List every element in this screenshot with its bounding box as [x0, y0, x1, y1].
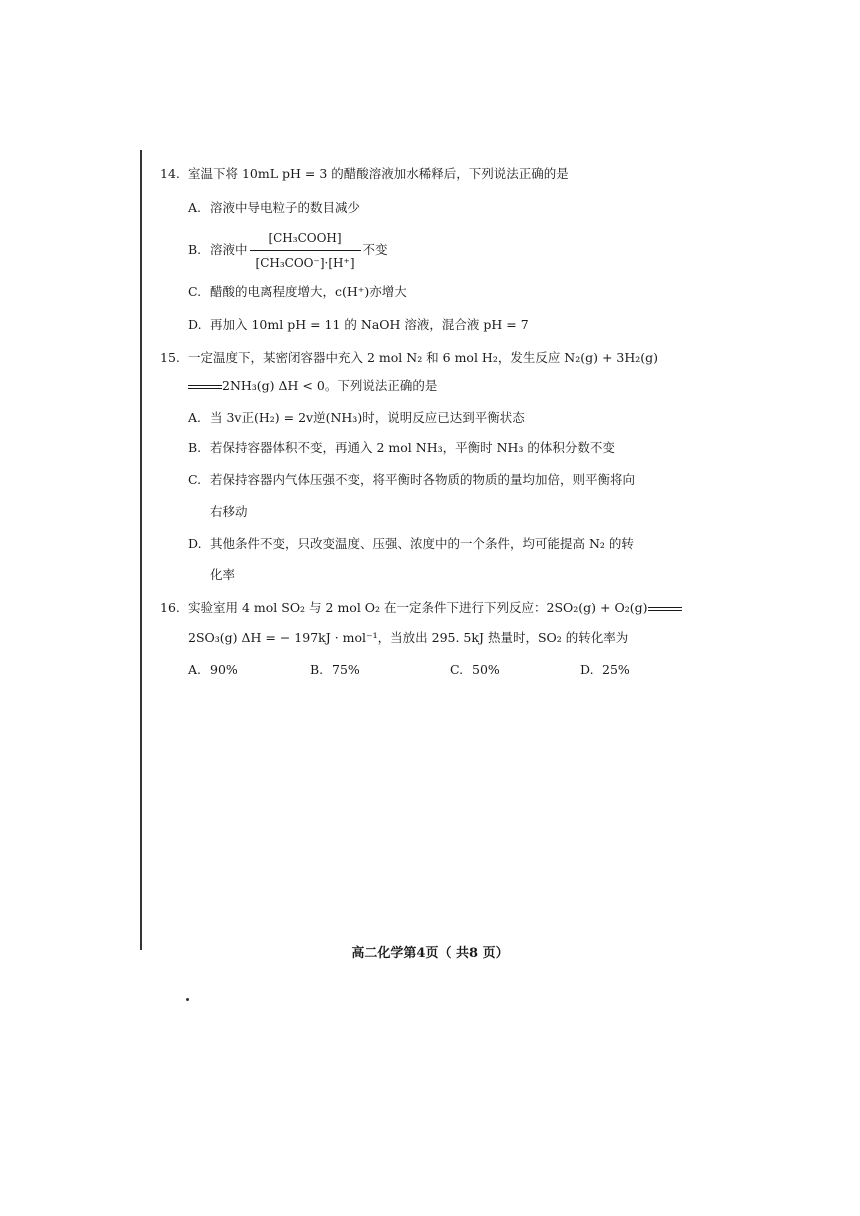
option-label: B. — [310, 662, 324, 677]
option-label: D. — [188, 317, 202, 332]
option-text: 醋酸的电离程度增大，c(H⁺)亦增大 — [210, 284, 407, 299]
option-text: 再加入 10ml pH = 11 的 NaOH 溶液，混合液 pH = 7 — [210, 317, 529, 332]
fraction-numerator: [CH₃COOH] — [250, 228, 361, 251]
q14-option-c — [188, 284, 407, 300]
option-text: 其他条件不变，只改变温度、压强、浓度中的一个条件，均可能提高 N₂ 的转 — [210, 536, 634, 551]
option-label: C. — [188, 284, 202, 299]
option-label: A. — [188, 200, 202, 215]
page-footer: 高二化学第4页（ 共8 页） — [351, 946, 509, 961]
q16-choice-c — [450, 662, 500, 677]
q16-stem-text: 2SO₃(g) ΔH = − 197kJ · mol⁻¹，当放出 295. 5kJ 热量时，SO₂ 的转化率为 — [188, 630, 629, 645]
option-text: 不变 — [362, 242, 388, 257]
q15-option-c — [188, 472, 635, 488]
option-text: 75% — [332, 662, 360, 677]
q15-stem-line2 — [188, 378, 437, 394]
option-text: 50% — [472, 662, 500, 677]
q15-option-b — [188, 440, 615, 456]
binding-margin-line — [140, 150, 142, 950]
option-label: C. — [450, 662, 464, 677]
q16-choice-d — [580, 662, 630, 677]
q15-option-d — [188, 536, 634, 552]
q16-stem-line2 — [188, 630, 628, 646]
q14-option-d — [188, 317, 529, 333]
q15-number: 15. — [160, 350, 180, 365]
option-label: D. — [580, 662, 594, 677]
q16-choice-a — [188, 662, 238, 677]
q16-choice-b — [310, 662, 360, 677]
option-text: 溶液中 — [210, 242, 248, 257]
q14-option-a — [188, 200, 360, 216]
q15-stem-text: 一定温度下，某密闭容器中充入 2 mol N₂ 和 6 mol H₂，发生反应 N₂(g) + 3H₂(g) — [188, 350, 659, 365]
option-label: A. — [188, 662, 202, 677]
q14-number: 14. — [160, 166, 180, 181]
q16-stem-text: 实验室用 4 mol SO₂ 与 2 mol O₂ 在一定条件下进行下列反应：2SO₂(g) + O₂(g) — [188, 600, 648, 615]
option-label: C. — [188, 472, 202, 487]
q14-stem-text: 室温下将 10mL pH = 3 的醋酸溶液加水稀释后，下列说法正确的是 — [188, 166, 569, 181]
q15-option-a — [188, 410, 525, 426]
option-label: A. — [188, 410, 202, 425]
equilibrium-arrow-icon — [648, 605, 682, 613]
q14-option-b — [188, 228, 388, 273]
option-text: 当 3v正(H₂) = 2v逆(NH₃)时，说明反应已达到平衡状态 — [210, 410, 525, 425]
option-text: 25% — [602, 662, 630, 677]
option-label: B. — [188, 242, 202, 257]
option-text: 若保持容器内气体压强不变，将平衡时各物质的物质的量均加倍，则平衡将向 — [210, 472, 636, 487]
q15-option-d-cont — [210, 567, 235, 583]
q16-number: 16. — [160, 600, 180, 615]
q14-stem — [160, 166, 569, 182]
q16-stem-line1 — [160, 600, 682, 616]
option-text: 化率 — [210, 567, 236, 582]
equilibrium-arrow-icon — [188, 383, 222, 391]
concentration-fraction — [250, 228, 361, 273]
scan-speck — [186, 998, 189, 1001]
fraction-denominator: [CH₃COO⁻]·[H⁺] — [255, 256, 355, 270]
option-text: 右移动 — [210, 504, 248, 519]
q15-stem-line1 — [160, 350, 658, 366]
option-text: 90% — [210, 662, 238, 677]
q15-stem-text: 2NH₃(g) ΔH < 0。下列说法正确的是 — [222, 378, 438, 393]
option-text: 若保持容器体积不变，再通入 2 mol NH₃，平衡时 NH₃ 的体积分数不变 — [210, 440, 615, 455]
option-label: D. — [188, 536, 202, 551]
option-label: B. — [188, 440, 202, 455]
q15-option-c-cont — [210, 504, 248, 520]
option-text: 溶液中导电粒子的数目减少 — [210, 200, 361, 215]
